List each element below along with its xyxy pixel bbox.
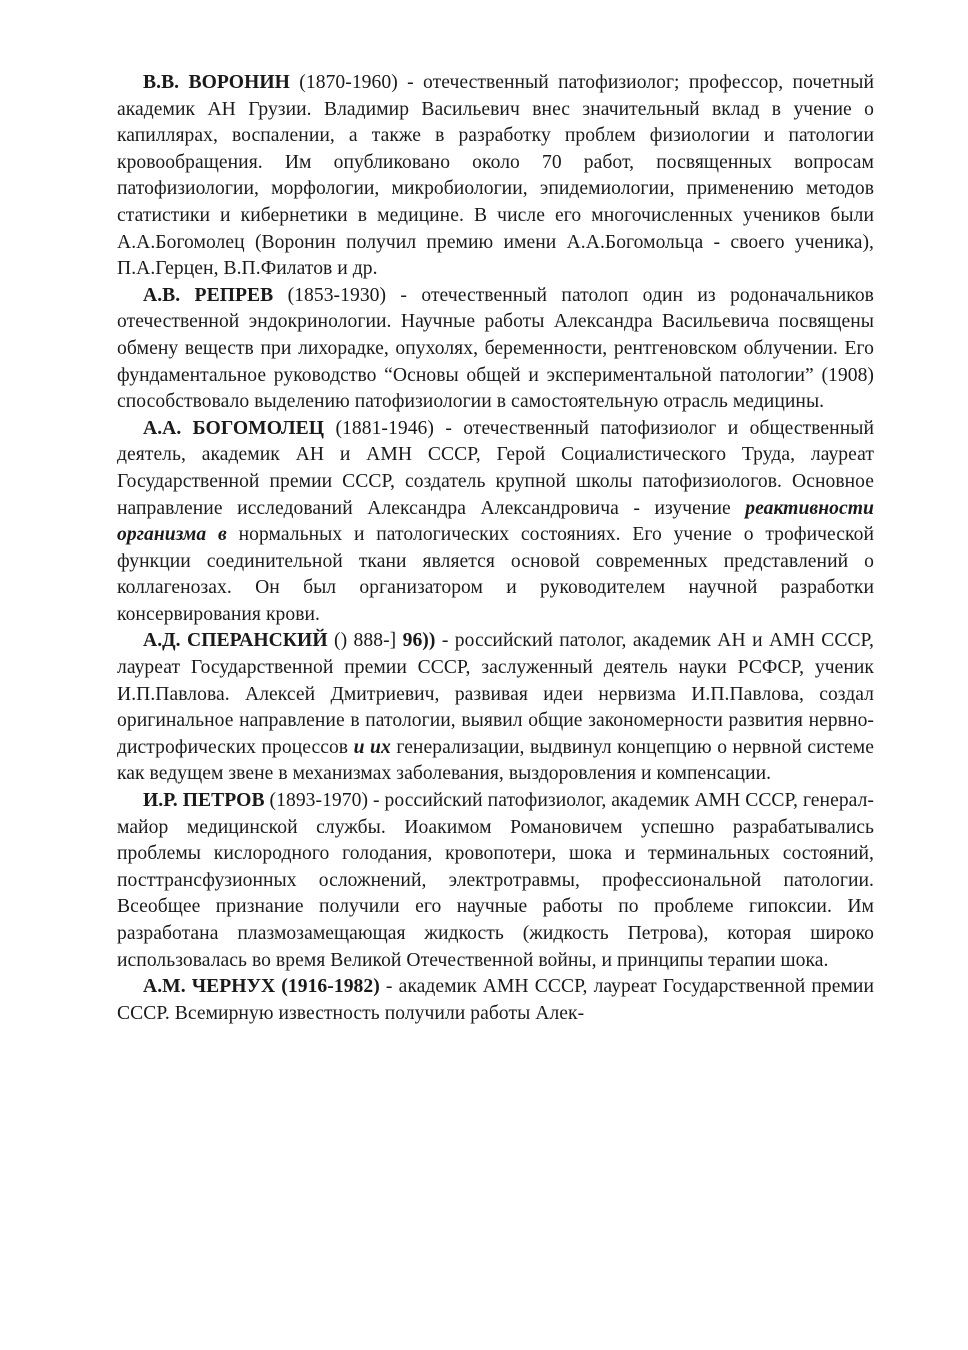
entry-text: (1853-1930) - отечественный патолоп один из родоначальников отечественной эндокринологии. Научные работы Александра Васильевича посвящены обмену веществ при лихорадке, опухолях, беременности, рентгеновском облучении. Его фундаментальное руководство “Основы общей и экспериментальной патологии” (1908) способствовало выделению патофизиологии в самостоятельную отрасль медицины. <box>117 284 874 413</box>
person-name: А.Д. СПЕРАНСКИЙ <box>143 630 328 652</box>
person-name: А.А. БОГОМОЛЕЦ <box>143 417 325 439</box>
person-name: В.В. ВОРОНИН <box>143 72 290 93</box>
entry-petrov <box>117 788 874 974</box>
person-name: А.В. РЕПРЕВ <box>143 284 274 306</box>
entry-text: генерализации, выдвинул концепцию о нервной системе как ведущем звене в механизмах заболевания, выздоровления и компенсации. <box>117 736 874 785</box>
entry-text: (1881-1946) - отечественный патофизиолог и общественный деятель, академик АН и АМН СССР, Герой Социалистического Труда, лауреат Государственной премии СССР, создатель крупной школы патофизиологов. Основное направление исследований Александра Александровича - изучение <box>117 417 874 519</box>
entry-reprev <box>117 283 874 416</box>
entry-bogomolets <box>117 416 874 629</box>
entry-text: - российский патолог, академик АН и АМН СССР, лауреат Государственной премии СССР, заслуженный деятель науки РСФСР, ученик И.П.Павлова. Алексей Дмитриевич, развивая идеи нервизма И.П.Павлова, создал оригинальное направление в патологии, выявил общие закономерности развития нервно-дистрофических процессов <box>117 630 875 758</box>
entry-text: - академик АМН СССР, лауреат Государственной премии СССР. Всемирную известность получили работы Алек- <box>117 976 874 1024</box>
entry-chernukh <box>117 974 874 1027</box>
person-name: А.М. ЧЕРНУХ (1916-1982) <box>143 976 380 998</box>
entry-speransky <box>117 628 874 788</box>
entry-text: нормальных и патологических состояниях. Его учение о трофической функции соединительной ткани является основой современных представлений о коллагенозах. Он был организатором и руководителем научной разработки консервирования крови. <box>117 524 874 625</box>
entry-text: (1870-1960) - отечественный патофизиолог; профессор, почетный академик АН Грузии. Владимир Васильевич внес значительный вклад в учение о капиллярах, воспалении, а также в разработку проблем физиологии и патологии кровообращения. Им опубликовано около 70 работ, посвященных вопросам патофизиологии, морфологии, микробиологии, эпидемиологии, применению методов статистики и кибернетики в медицине. В числе его многочисленных учеников были А.А.Богомолец (Воронин получил премию имени А.А.Богомольца - своего ученика), П.А.Герцен, В.П.Филатов и др. <box>117 72 874 280</box>
entry-text: (1893-1970) - российский патофизиолог, академик АМН СССР, генерал-майор медицинской службы. Иоакимом Романовичем успешно разрабатывались проблемы кислородного голодания, кровопотери, шока и терминальных состояний, посттрансфузионных осложнений, электротравмы, профессиональной патологии. Всеобщее признание получили его научные работы по проблеме гипоксии. Им разработана плазмозамещающая жидкость (жидкость Петрова), которая широко использовалась во время Великой Отечественной войны, и принципы терапии шока. <box>117 790 874 971</box>
life-dates: () 888-] <box>327 630 403 652</box>
emphasized-text: реактивности организма в <box>117 497 874 546</box>
document-page <box>117 70 874 1027</box>
life-dates-bold: 96)) <box>402 630 436 652</box>
entry-voronin <box>117 70 874 283</box>
person-name: И.Р. ПЕТРОВ <box>143 790 265 812</box>
emphasized-text: и их <box>353 736 391 758</box>
